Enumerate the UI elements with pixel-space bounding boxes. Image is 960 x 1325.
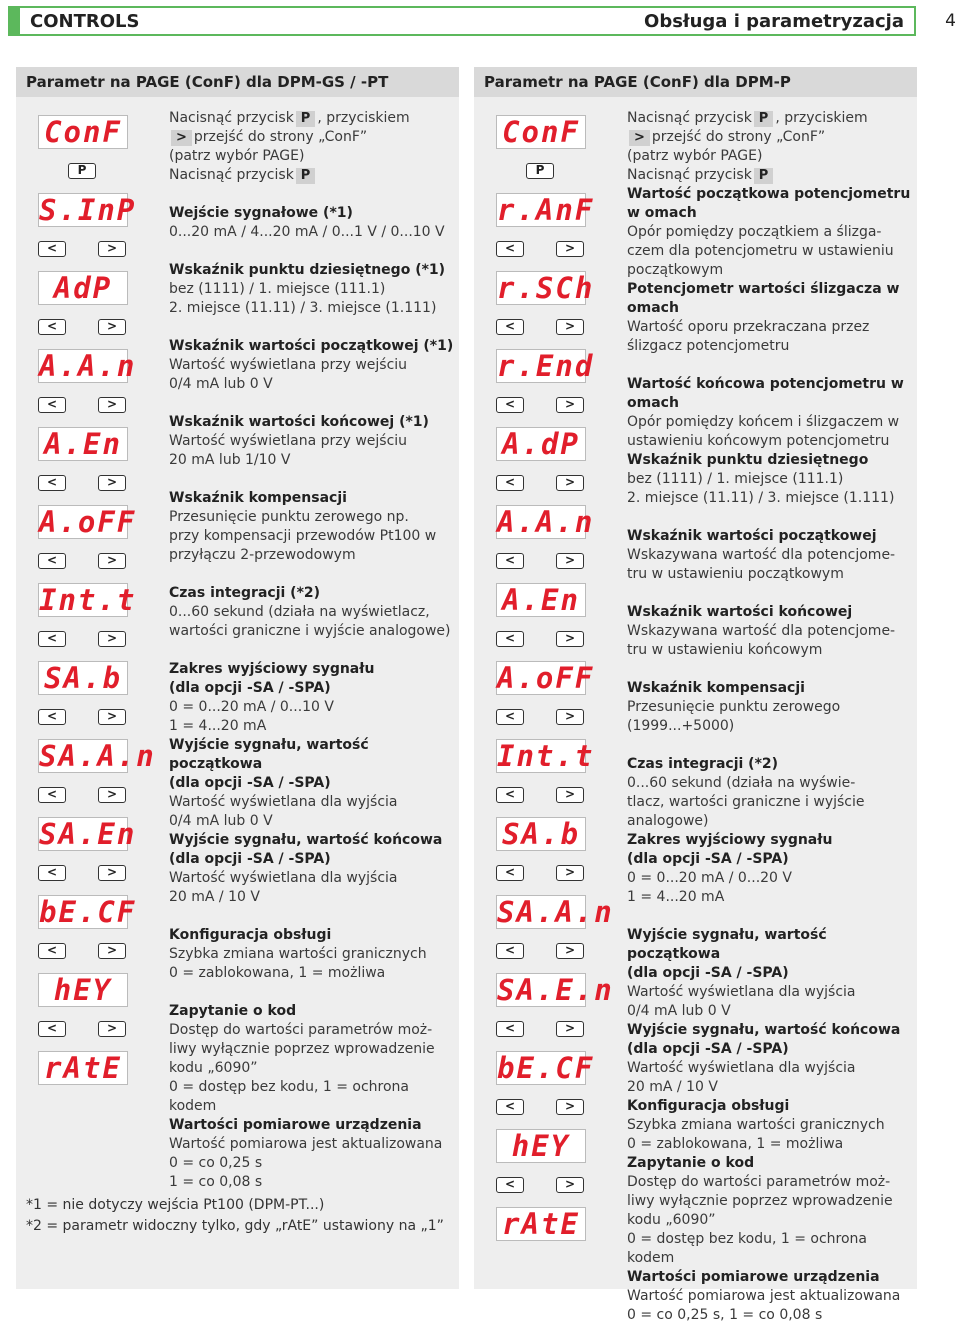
display-adp: A.dP	[496, 427, 586, 461]
display-saen: SA.E.n	[497, 973, 614, 1007]
parameter-line: Wskazywana wartość dla potencjome-	[627, 623, 896, 639]
parameter-line: kodu „6090”	[169, 1060, 258, 1076]
parameter-title: Wskaźnik wartości końcowej	[627, 604, 853, 620]
right-key-icon: >	[98, 943, 126, 959]
parameter-title: Wyjście sygnału, wartość końcowa	[627, 1022, 901, 1038]
parameter-line: ustawieniu końcowym potencjometru	[627, 433, 890, 449]
parameter-title: Zapytanie o kod	[627, 1155, 755, 1171]
left-key-icon: <	[496, 865, 524, 881]
right-key-icon: >	[98, 1021, 126, 1037]
parameter-block	[627, 185, 917, 280]
left-key-icon: <	[38, 553, 66, 569]
parameter-line: 2. miejsce (11.11) / 3. miejsce (1.111)	[627, 490, 895, 506]
button-row	[494, 851, 588, 895]
display-becf: bE.CF	[39, 895, 137, 929]
p-key-icon: P	[68, 163, 96, 179]
intro-line	[169, 147, 459, 166]
parameter-block	[627, 375, 917, 451]
parameter-title: Konfiguracja obsługi	[627, 1098, 790, 1114]
parameter-block	[169, 1002, 459, 1116]
page-number: 4	[945, 11, 956, 31]
parameter-block	[627, 926, 917, 1021]
display-adp: AdP	[38, 271, 128, 305]
parameter-line: ślizgacz potencjometru	[627, 338, 790, 354]
intro-text: , przyciskiem	[775, 110, 868, 126]
left-key-icon: <	[496, 1021, 524, 1037]
left-key-icon: <	[38, 943, 66, 959]
display-sequence	[36, 115, 156, 1085]
display-sequence	[494, 115, 614, 1241]
button-row	[494, 617, 588, 661]
button-row	[36, 539, 130, 583]
intro-line	[627, 109, 917, 128]
intro-line	[627, 166, 917, 185]
parameter-line: 0 = dostęp bez kodu, 1 = ochrona kodem	[169, 1079, 409, 1114]
right-key-icon: >	[98, 631, 126, 647]
display-intt: Int.t	[39, 583, 137, 617]
parameter-title: Wartości pomiarowe urządzenia	[627, 1269, 880, 1285]
parameter-line: wartości graniczne i wyjście analogowe)	[169, 623, 451, 639]
parameter-title: Zakres wyjściowy sygnału	[627, 832, 833, 848]
parameter-block	[627, 1021, 917, 1097]
button-row	[494, 695, 588, 739]
display-aan: A.A.n	[39, 349, 137, 383]
parameter-block	[169, 584, 459, 641]
parameter-line: Wartość oporu przekraczana przez	[627, 319, 870, 335]
intro-line	[169, 166, 459, 185]
parameter-line: 0/4 mA lub 0 V	[169, 813, 273, 829]
parameter-block	[169, 736, 459, 831]
right-key-icon: >	[556, 709, 584, 725]
parameter-line: 0 = 0...20 mA / 0...10 V	[169, 699, 334, 715]
parameter-line: Opór pomiędzy końcem i ślizgaczem w	[627, 414, 900, 430]
parameter-block	[627, 831, 917, 907]
button-row	[36, 149, 130, 193]
parameter-block	[627, 1268, 917, 1325]
parameter-block	[169, 926, 459, 983]
display-aoff: A.oFF	[39, 505, 137, 539]
right-key-icon: >	[556, 553, 584, 569]
parameter-line: 0 = co 0,25 s, 1 = co 0,08 s	[627, 1307, 823, 1323]
section-title: CONTROLS	[30, 11, 140, 32]
intro-text: (patrz wybór PAGE)	[169, 148, 305, 164]
display-rend: r.End	[497, 349, 595, 383]
intro-text: przejść do strony „ConF”	[193, 129, 368, 145]
parameter-line: Przesunięcie punktu zerowego np.	[169, 509, 409, 525]
key-label: >	[629, 130, 650, 146]
parameter-line: przyłączu 2-przewodowym	[169, 547, 356, 563]
parameter-title: Potencjometr wartości ślizgacza w omach	[627, 281, 900, 316]
parameter-title: Wejście sygnałowe (*1)	[169, 205, 353, 221]
intro-line	[627, 147, 917, 166]
parameter-line: 0 = zablokowana, 1 = możliwa	[169, 965, 386, 981]
parameter-line: Wartość wyświetlana przy wejściu	[169, 357, 408, 373]
button-row	[494, 1007, 588, 1051]
display-rate: rAtE	[38, 1051, 128, 1085]
display-aan: A.A.n	[497, 505, 595, 539]
right-key-icon: >	[98, 709, 126, 725]
parameter-title: Wskaźnik kompensacji	[627, 680, 805, 696]
parameter-line: tlacz, wartości graniczne i wyjście	[627, 794, 865, 810]
parameter-block	[169, 489, 459, 565]
parameter-title: Wyjście sygnału, wartość końcowa	[169, 832, 443, 848]
intro-instructions	[169, 109, 459, 185]
left-key-icon: <	[38, 241, 66, 257]
parameter-line: Wartość pomiarowa jest aktualizowana	[169, 1136, 443, 1152]
display-aen: A.En	[38, 427, 128, 461]
left-key-icon: <	[496, 943, 524, 959]
parameter-line: przy kompensacji przewodów Pt100 w	[169, 528, 437, 544]
left-key-icon: <	[38, 787, 66, 803]
left-key-icon: <	[38, 631, 66, 647]
parameter-line: 0...60 sekund (działa na wyświetlacz,	[169, 604, 430, 620]
parameter-title: Konfiguracja obsługi	[169, 927, 332, 943]
parameter-title: Zakres wyjściowy sygnału	[169, 661, 375, 677]
parameter-line: Opór pomiędzy początkiem a ślizga-	[627, 224, 882, 240]
parameter-title: Wskaźnik punktu dziesiętnego (*1)	[169, 262, 446, 278]
intro-text: Nacisnąć przycisk	[627, 167, 752, 183]
right-key-icon: >	[98, 865, 126, 881]
parameter-block	[627, 1154, 917, 1268]
parameter-line: 0/4 mA lub 0 V	[627, 1003, 731, 1019]
parameter-block	[169, 831, 459, 907]
parameter-line: 20 mA / 10 V	[627, 1079, 718, 1095]
intro-line	[627, 128, 917, 147]
parameter-block	[169, 1116, 459, 1192]
parameter-line: Wartość wyświetlana dla wyjścia	[169, 794, 398, 810]
parameter-line: 0...20 mA / 4...20 mA / 0...1 V / 0...10 V	[169, 224, 445, 240]
parameter-line: (dla opcji -SA / -SPA)	[627, 965, 789, 981]
right-key-icon: >	[556, 475, 584, 491]
parameter-line: Szybka zmiana wartości granicznych	[627, 1117, 885, 1133]
parameter-line: Dostęp do wartości parametrów moż-	[627, 1174, 891, 1190]
parameter-block	[169, 337, 459, 394]
parameter-line: czem dla potencjometru w ustawieniu	[627, 243, 894, 259]
button-row	[36, 1007, 130, 1051]
intro-text: (patrz wybór PAGE)	[627, 148, 763, 164]
button-row	[36, 227, 130, 271]
column-title: Parametr na PAGE (ConF) dla DPM-P	[474, 67, 917, 97]
parameter-line: (dla opcji -SA / -SPA)	[627, 851, 789, 867]
parameter-title: Wskaźnik punktu dziesiętnego	[627, 452, 869, 468]
display-saan: SA.A.n	[497, 895, 614, 929]
left-key-icon: <	[496, 241, 524, 257]
parameter-title: Wskaźnik kompensacji	[169, 490, 347, 506]
button-row	[494, 305, 588, 349]
parameter-line: 1 = co 0,08 s	[169, 1174, 263, 1190]
parameter-line: (dla opcji -SA / -SPA)	[169, 680, 331, 696]
parameter-block	[627, 1097, 917, 1154]
parameter-line: Wartość wyświetlana dla wyjścia	[169, 870, 398, 886]
parameter-line: 0...60 sekund (działa na wyświe-	[627, 775, 856, 791]
left-key-icon: <	[496, 397, 524, 413]
display-aen: A.En	[496, 583, 586, 617]
left-key-icon: <	[496, 1099, 524, 1115]
parameter-title: Czas integracji (*2)	[169, 585, 321, 601]
parameter-line: Wartość wyświetlana dla wyjścia	[627, 984, 856, 1000]
right-key-icon: >	[98, 553, 126, 569]
button-row	[494, 1085, 588, 1129]
parameter-block	[627, 527, 917, 584]
column-title: Parametr na PAGE (ConF) dla DPM-GS / -PT	[16, 67, 459, 97]
parameter-line: (dla opcji -SA / -SPA)	[169, 775, 331, 791]
button-row	[36, 305, 130, 349]
display-sab: SA.b	[496, 817, 586, 851]
parameter-line: 0 = co 0,25 s	[169, 1155, 263, 1171]
parameter-block	[627, 451, 917, 508]
parameter-line: 0 = 0...20 mA / 0...20 V	[627, 870, 792, 886]
parameter-descriptions	[169, 109, 459, 1192]
intro-text: Nacisnąć przycisk	[627, 110, 752, 126]
left-key-icon: <	[38, 319, 66, 335]
parameter-block	[169, 204, 459, 242]
left-key-icon: <	[496, 709, 524, 725]
left-key-icon: <	[38, 1021, 66, 1037]
key-label: P	[296, 168, 316, 184]
parameter-block	[169, 261, 459, 318]
left-key-icon: <	[38, 397, 66, 413]
right-key-icon: >	[556, 397, 584, 413]
parameter-line: kodu „6090”	[627, 1212, 716, 1228]
intro-text: Nacisnąć przycisk	[169, 110, 294, 126]
left-key-icon: <	[496, 475, 524, 491]
button-row	[494, 227, 588, 271]
parameter-line: 0 = zablokowana, 1 = możliwa	[627, 1136, 844, 1152]
button-row	[494, 539, 588, 583]
parameter-block	[627, 280, 917, 356]
right-key-icon: >	[556, 787, 584, 803]
parameter-line: liwy wyłącznie poprzez wprowadzenie	[169, 1041, 435, 1057]
display-sab: SA.b	[38, 661, 128, 695]
right-key-icon: >	[98, 787, 126, 803]
parameter-block	[627, 679, 917, 736]
button-row	[494, 1163, 588, 1207]
parameter-line: 20 mA lub 1/10 V	[169, 452, 291, 468]
button-row	[494, 461, 588, 505]
key-label: P	[754, 168, 774, 184]
button-row	[36, 461, 130, 505]
parameter-line: 0 = dostęp bez kodu, 1 = ochrona kodem	[627, 1231, 867, 1266]
column-dpm-gs-pt	[16, 67, 459, 1289]
right-key-icon: >	[556, 1099, 584, 1115]
parameter-line: (1999...+5000)	[627, 718, 735, 734]
display-saen: SA.En	[39, 817, 137, 851]
left-key-icon: <	[496, 553, 524, 569]
parameter-title: Wskaźnik wartości końcowej (*1)	[169, 414, 429, 430]
intro-text: przejść do strony „ConF”	[651, 129, 826, 145]
right-key-icon: >	[98, 319, 126, 335]
display-conf: ConF	[496, 115, 586, 149]
parameter-descriptions	[627, 109, 917, 1325]
parameter-title: Czas integracji (*2)	[627, 756, 779, 772]
parameter-line: tru w ustawieniu końcowym	[627, 642, 823, 658]
right-key-icon: >	[98, 241, 126, 257]
button-row	[36, 851, 130, 895]
display-rate: rAtE	[496, 1207, 586, 1241]
parameter-title: Wartości pomiarowe urządzenia	[169, 1117, 422, 1133]
parameter-title: Wyjście sygnału, wartość początkowa	[627, 927, 827, 962]
p-key-icon: P	[526, 163, 554, 179]
parameter-line: 1 = 4...20 mA	[169, 718, 267, 734]
parameter-block	[169, 413, 459, 470]
button-row	[36, 617, 130, 661]
column-dpm-p	[474, 67, 917, 1323]
right-key-icon: >	[98, 397, 126, 413]
parameter-line: bez (1111) / 1. miejsce (111.1)	[169, 281, 386, 297]
parameter-line: Wartość wyświetlana przy wejściu	[169, 433, 408, 449]
left-key-icon: <	[496, 319, 524, 335]
intro-text: , przyciskiem	[317, 110, 410, 126]
display-sinp: S.InP	[39, 193, 137, 227]
display-ranf: r.AnF	[497, 193, 595, 227]
right-key-icon: >	[556, 241, 584, 257]
left-key-icon: <	[496, 787, 524, 803]
right-key-icon: >	[556, 319, 584, 335]
button-row	[36, 383, 130, 427]
key-label: P	[754, 111, 774, 127]
intro-line	[169, 128, 459, 147]
display-intt: Int.t	[497, 739, 595, 773]
footnote: *2 = parametr widoczny tylko, gdy „rAtE” ustawiony na „1”	[26, 1218, 444, 1234]
right-key-icon: >	[556, 865, 584, 881]
parameter-line: Wartość pomiarowa jest aktualizowana	[627, 1288, 901, 1304]
right-key-icon: >	[98, 475, 126, 491]
parameter-line: Szybka zmiana wartości granicznych	[169, 946, 427, 962]
left-key-icon: <	[496, 1177, 524, 1193]
parameter-line: (dla opcji -SA / -SPA)	[169, 851, 331, 867]
parameter-title: Wyjście sygnału, wartość początkowa	[169, 737, 369, 772]
display-saan: SA.A.n	[39, 739, 156, 773]
parameter-line: Dostęp do wartości parametrów moż-	[169, 1022, 433, 1038]
right-key-icon: >	[556, 1177, 584, 1193]
display-hey: hEY	[38, 973, 128, 1007]
display-aoff: A.oFF	[497, 661, 595, 695]
button-row	[494, 149, 588, 193]
left-key-icon: <	[38, 709, 66, 725]
left-key-icon: <	[38, 475, 66, 491]
left-key-icon: <	[38, 865, 66, 881]
parameter-line: Przesunięcie punktu zerowego	[627, 699, 841, 715]
parameter-line: 0/4 mA lub 0 V	[169, 376, 273, 392]
display-conf: ConF	[38, 115, 128, 149]
parameter-line: liwy wyłącznie poprzez wprowadzenie	[627, 1193, 893, 1209]
parameter-title: Wskaźnik wartości początkowej (*1)	[169, 338, 454, 354]
parameter-line: Wartość wyświetlana dla wyjścia	[627, 1060, 856, 1076]
button-row	[494, 773, 588, 817]
footnote: *1 = nie dotyczy wejścia Pt100 (DPM-PT...)	[26, 1197, 325, 1213]
parameter-title: Wartość końcowa potencjometru w omach	[627, 376, 904, 411]
parameter-line: 1 = 4...20 mA	[627, 889, 725, 905]
page-subtitle: Obsługa i parametryzacja	[644, 11, 904, 32]
right-key-icon: >	[556, 631, 584, 647]
key-label: P	[296, 111, 316, 127]
right-key-icon: >	[556, 943, 584, 959]
parameter-title: Wartość początkowa potencjometru w omach	[627, 186, 911, 221]
parameter-line: bez (1111) / 1. miejsce (111.1)	[627, 471, 844, 487]
parameter-block	[627, 603, 917, 660]
parameter-line: analogowe)	[627, 813, 709, 829]
display-hey: hEY	[496, 1129, 586, 1163]
parameter-line: 2. miejsce (11.11) / 3. miejsce (1.111)	[169, 300, 437, 316]
right-key-icon: >	[556, 1021, 584, 1037]
intro-text: Nacisnąć przycisk	[169, 167, 294, 183]
left-key-icon: <	[496, 631, 524, 647]
parameter-title: Wskaźnik wartości początkowej	[627, 528, 877, 544]
intro-instructions	[627, 109, 917, 185]
parameter-line: Wskazywana wartość dla potencjome-	[627, 547, 896, 563]
key-label: >	[171, 130, 192, 146]
parameter-line: początkowym	[627, 262, 724, 278]
parameter-line: 20 mA / 10 V	[169, 889, 260, 905]
parameter-title: Zapytanie o kod	[169, 1003, 297, 1019]
intro-line	[169, 109, 459, 128]
button-row	[494, 929, 588, 973]
display-becf: bE.CF	[497, 1051, 595, 1085]
page-header	[8, 6, 916, 36]
button-row	[36, 695, 130, 739]
button-row	[494, 383, 588, 427]
button-row	[36, 773, 130, 817]
parameter-line: tru w ustawieniu początkowym	[627, 566, 844, 582]
display-rsch: r.SCh	[497, 271, 595, 305]
parameter-block	[169, 660, 459, 736]
parameter-line: (dla opcji -SA / -SPA)	[627, 1041, 789, 1057]
button-row	[36, 929, 130, 973]
parameter-block	[627, 755, 917, 831]
